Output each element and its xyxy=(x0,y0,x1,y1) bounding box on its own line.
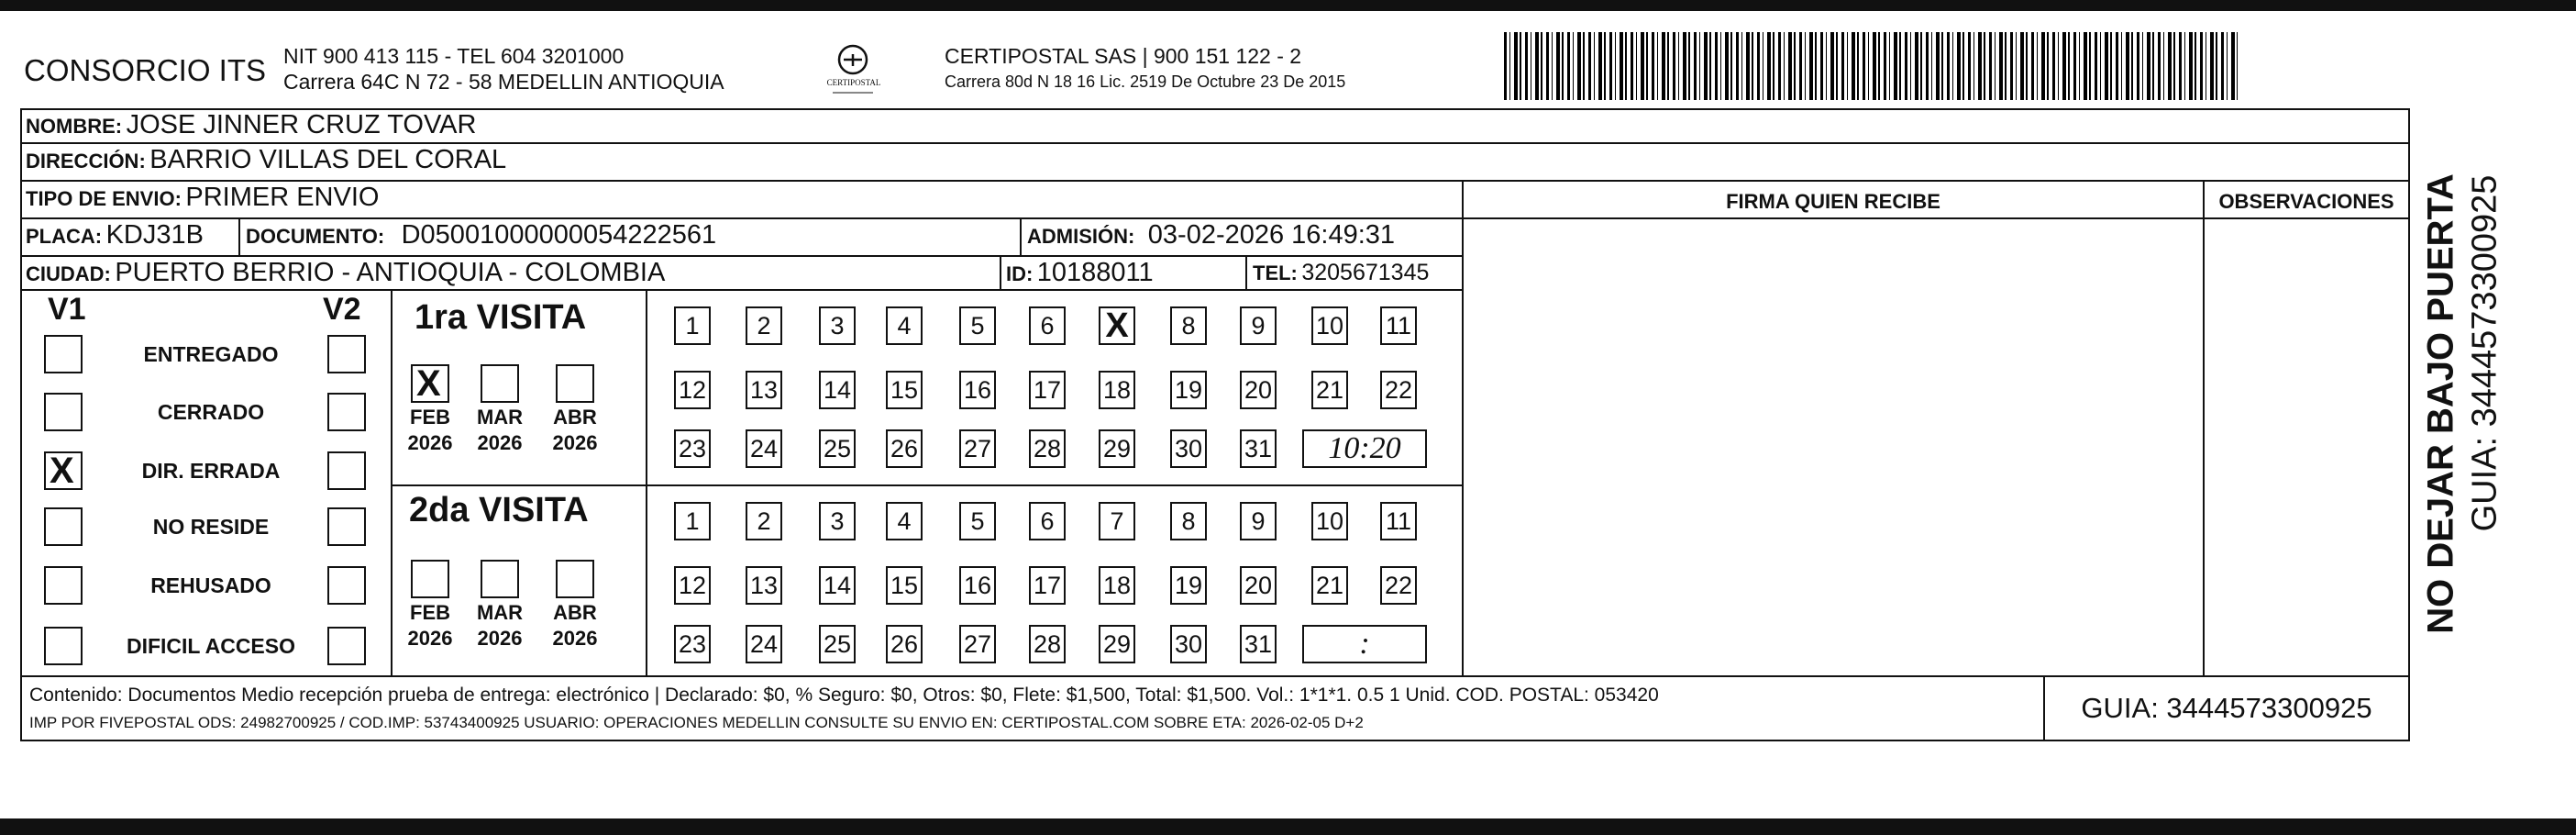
firma-header: FIRMA QUIEN RECIBE xyxy=(1726,190,1940,213)
side-no-dejar: NO DEJAR BAJO PUERTA xyxy=(2420,173,2461,634)
footer-top-line xyxy=(20,675,2410,677)
placa-label: PLACA: xyxy=(26,225,103,248)
tel-value: 3205671345 xyxy=(1301,260,1430,285)
visita1-day-box[interactable]: 26 xyxy=(886,429,923,468)
visita2-day-box[interactable]: 14 xyxy=(819,566,856,605)
visita1-day-box[interactable]: 9 xyxy=(1240,306,1277,345)
visita1-day-box[interactable]: 30 xyxy=(1170,429,1207,468)
visita1-day-box[interactable]: 21 xyxy=(1311,371,1348,409)
id-divider xyxy=(1000,255,1001,289)
nombre-value: JOSE JINNER CRUZ TOVAR xyxy=(126,110,477,139)
id-label: ID: xyxy=(1006,262,1034,285)
visita1-day-box[interactable]: 8 xyxy=(1170,306,1207,345)
visita1-day-box[interactable]: 1 xyxy=(674,306,711,345)
v1-checkbox[interactable] xyxy=(44,627,83,665)
observaciones-header: OBSERVACIONES xyxy=(2218,190,2394,213)
direccion-label: DIRECCIÓN: xyxy=(26,150,146,173)
visita2-day-box[interactable]: 27 xyxy=(959,625,996,663)
documento-row xyxy=(246,220,716,250)
visita2-time-box[interactable]: : xyxy=(1302,625,1427,663)
visita1-day-box[interactable]: 27 xyxy=(959,429,996,468)
v2-checkbox[interactable] xyxy=(327,393,366,431)
company-name: CONSORCIO ITS xyxy=(24,53,267,87)
visita1-day-box[interactable]: 22 xyxy=(1380,371,1417,409)
visita1-day-box[interactable]: 12 xyxy=(674,371,711,409)
visita1-day-box[interactable]: 28 xyxy=(1029,429,1066,468)
visita1-day-box[interactable]: 20 xyxy=(1240,371,1277,409)
visita2-day-box[interactable]: 18 xyxy=(1099,566,1135,605)
visita2-day-box[interactable]: 31 xyxy=(1240,625,1277,663)
v1-checkbox[interactable] xyxy=(44,393,83,431)
check-mark: X xyxy=(50,451,74,491)
row4-line xyxy=(20,217,2410,219)
visita2-month-checkbox[interactable] xyxy=(556,560,594,598)
status-label: CERRADO xyxy=(157,400,265,424)
certipostal-license: Carrera 80d N 18 16 Lic. 2519 De Octubre 23 De 2015 xyxy=(945,72,1346,91)
form-left-line xyxy=(20,108,22,675)
direccion-value: BARRIO VILLAS DEL CORAL xyxy=(149,145,507,174)
barcode xyxy=(1504,32,2238,100)
visita2-day-box[interactable]: 21 xyxy=(1311,566,1348,605)
side-guia: GUIA: 3444573300925 xyxy=(2465,174,2504,532)
visita1-time-box[interactable]: 10:20 xyxy=(1302,429,1427,468)
company-nit: NIT 900 413 115 - TEL 604 3201000 xyxy=(283,44,625,68)
v1-label: V1 xyxy=(48,292,86,327)
visita1-day-box[interactable]: 31 xyxy=(1240,429,1277,468)
direccion-row xyxy=(26,145,506,175)
visita2-day-box[interactable]: 17 xyxy=(1029,566,1066,605)
visita1-day-box[interactable]: 15 xyxy=(886,371,923,409)
v1-checkbox[interactable] xyxy=(44,335,83,373)
footer-guia: GUIA: 3444573300925 xyxy=(2081,692,2372,724)
visita1-month-label: MAR xyxy=(476,406,524,429)
visita2-month-label: FEB xyxy=(410,601,450,624)
row3-line xyxy=(20,180,2410,182)
visita1-month-year: 2026 xyxy=(407,431,453,454)
v2-checkbox[interactable] xyxy=(327,566,366,605)
placa-divider xyxy=(238,217,240,255)
visita1-day-box[interactable]: X xyxy=(1099,306,1135,345)
visita1-month-checkbox[interactable] xyxy=(556,364,594,403)
visita2-day-box[interactable]: 6 xyxy=(1029,502,1066,540)
visita2-month-year: 2026 xyxy=(477,627,523,650)
visita1-title: 1ra VISITA xyxy=(415,298,587,337)
visita2-day-box[interactable]: 19 xyxy=(1170,566,1207,605)
visit-divider xyxy=(646,289,647,675)
observaciones-divider xyxy=(2203,180,2205,675)
visita1-month-checkbox[interactable] xyxy=(481,364,519,403)
top-border xyxy=(0,0,2576,11)
visita2-day-box[interactable]: 12 xyxy=(674,566,711,605)
visita2-day-box[interactable]: 28 xyxy=(1029,625,1066,663)
documento-label: DOCUMENTO: xyxy=(246,225,385,248)
visita2-day-box[interactable]: 22 xyxy=(1380,566,1417,605)
visita2-month-checkbox[interactable] xyxy=(481,560,519,598)
nombre-label: NOMBRE: xyxy=(26,115,123,138)
check-mark: X xyxy=(416,363,441,404)
visita2-day-box[interactable]: 29 xyxy=(1099,625,1135,663)
visita1-day-box[interactable]: 10 xyxy=(1311,306,1348,345)
visita1-day-box[interactable]: 18 xyxy=(1099,371,1135,409)
visita1-day-box[interactable]: 4 xyxy=(886,306,923,345)
v2-checkbox[interactable] xyxy=(327,335,366,373)
ciudad-row xyxy=(26,258,665,288)
visita1-day-box[interactable]: 25 xyxy=(819,429,856,468)
status-label: DIFICIL ACCESO xyxy=(126,634,295,658)
visita2-day-box[interactable]: 30 xyxy=(1170,625,1207,663)
visita2-month-label: MAR xyxy=(476,601,524,624)
visita2-day-box[interactable]: 26 xyxy=(886,625,923,663)
visita2-day-box[interactable]: 3 xyxy=(819,502,856,540)
visita1-day-box[interactable]: 13 xyxy=(746,371,782,409)
visita2-title: 2da VISITA xyxy=(409,491,589,529)
tipo-value: PRIMER ENVIO xyxy=(185,183,380,212)
visita1-month-label: FEB xyxy=(410,406,450,429)
certipostal-logo-icon xyxy=(816,41,890,101)
firma-divider xyxy=(1462,180,1464,675)
visita2-day-box[interactable]: 7 xyxy=(1099,502,1135,540)
v1-checkbox[interactable] xyxy=(44,451,83,490)
visit-separator xyxy=(391,484,1464,486)
placa-row xyxy=(26,220,204,250)
footer-left-line xyxy=(20,675,22,741)
visita2-day-box[interactable]: 8 xyxy=(1170,502,1207,540)
visita1-month-label: ABR xyxy=(553,406,597,429)
v1-checkbox[interactable] xyxy=(44,507,83,546)
tel-divider xyxy=(1245,255,1247,289)
form-right-line xyxy=(2408,108,2410,741)
visita2-day-box[interactable]: 25 xyxy=(819,625,856,663)
visita2-day-box[interactable]: 4 xyxy=(886,502,923,540)
certipostal-info: CERTIPOSTAL SAS | 900 151 122 - 2 xyxy=(945,44,1302,68)
id-value: 10188011 xyxy=(1036,258,1154,287)
admision-row xyxy=(1027,220,1395,250)
row2-line xyxy=(20,142,2410,144)
visita2-month-label: ABR xyxy=(553,601,597,624)
company-address: Carrera 64C N 72 - 58 MEDELLIN ANTIOQUIA xyxy=(283,70,724,94)
visita2-day-box[interactable]: 11 xyxy=(1380,502,1417,540)
certipostal-logo xyxy=(816,41,890,101)
visita2-day-box[interactable]: 20 xyxy=(1240,566,1277,605)
visita1-day-box[interactable]: 24 xyxy=(746,429,782,468)
tel-label: TEL: xyxy=(1253,262,1298,284)
visita1-day-box[interactable]: 6 xyxy=(1029,306,1066,345)
status-label: ENTREGADO xyxy=(143,342,279,366)
visita2-day-box[interactable]: 10 xyxy=(1311,502,1348,540)
visita1-month-year: 2026 xyxy=(477,431,523,454)
visita2-day-box[interactable]: 5 xyxy=(959,502,996,540)
visita1-day-box[interactable]: 19 xyxy=(1170,371,1207,409)
v2-checkbox[interactable] xyxy=(327,451,366,490)
visita1-day-box[interactable]: 11 xyxy=(1380,306,1417,345)
visita1-month-year: 2026 xyxy=(552,431,598,454)
visita2-day-box[interactable]: 1 xyxy=(674,502,711,540)
v1-checkbox[interactable] xyxy=(44,566,83,605)
footer-imp: IMP POR FIVEPOSTAL ODS: 24982700925 / COD.IMP: 53743400925 USUARIO: OPERACIONES MEDELLIN CONSULTE SU ENVIO EN: CERTIPOSTAL.COM SOBRE ETA: 2026-02-05 D+2 xyxy=(29,714,1364,731)
status-label: DIR. ERRADA xyxy=(141,459,281,483)
visita2-day-box[interactable]: 13 xyxy=(746,566,782,605)
admision-divider xyxy=(1020,217,1022,255)
visita2-month-checkbox[interactable] xyxy=(411,560,449,598)
footer-contenido: Contenido: Documentos Medio recepción prueba de entrega: electrónico | Declarado: $0, % Seguro: $0, Otros: $0, Flete: $1,500, Total: $1,500. Vol.: 1*1*1. 0.5 1 Unid. COD. POSTAL: 053420 xyxy=(29,685,1659,706)
visita2-month-year: 2026 xyxy=(407,627,453,650)
visita2-day-box[interactable]: 24 xyxy=(746,625,782,663)
v2-label: V2 xyxy=(323,292,361,327)
visita1-month-checkbox[interactable] xyxy=(411,364,449,403)
visita1-day-box[interactable]: 16 xyxy=(959,371,996,409)
v2-checkbox[interactable] xyxy=(327,507,366,546)
logo-caption: CERTIPOSTAL xyxy=(826,78,881,87)
visita2-day-box[interactable]: 15 xyxy=(886,566,923,605)
visita1-day-box[interactable]: 14 xyxy=(819,371,856,409)
visita1-day-box[interactable]: 23 xyxy=(674,429,711,468)
visita1-day-box[interactable]: 3 xyxy=(819,306,856,345)
documento-value: D05001000000054222561 xyxy=(401,220,717,250)
placa-value: KDJ31B xyxy=(105,220,204,250)
visita1-day-box[interactable]: 5 xyxy=(959,306,996,345)
ciudad-label: CIUDAD: xyxy=(26,262,111,285)
footer-bottom-line xyxy=(20,740,2410,741)
visita2-day-box[interactable]: 16 xyxy=(959,566,996,605)
status-label: NO RESIDE xyxy=(152,515,270,539)
visita2-day-box[interactable]: 2 xyxy=(746,502,782,540)
tipo-label: TIPO DE ENVIO: xyxy=(26,187,182,210)
visita1-day-box[interactable]: 29 xyxy=(1099,429,1135,468)
visita1-day-box[interactable]: 17 xyxy=(1029,371,1066,409)
admision-value: 03-02-2026 16:49:31 xyxy=(1147,220,1396,250)
visita2-day-box[interactable]: 23 xyxy=(674,625,711,663)
row6-line xyxy=(20,289,1464,291)
admision-label: ADMISIÓN: xyxy=(1027,225,1135,248)
bottom-border xyxy=(0,818,2576,835)
id-row xyxy=(1006,258,1154,288)
visita2-month-year: 2026 xyxy=(552,627,598,650)
nombre-row xyxy=(26,110,476,140)
tipo-row xyxy=(26,183,379,213)
status-divider xyxy=(391,289,392,675)
visita1-day-box[interactable]: 2 xyxy=(746,306,782,345)
tel-row xyxy=(1253,260,1429,286)
ciudad-value: PUERTO BERRIO - ANTIOQUIA - COLOMBIA xyxy=(115,258,666,287)
visita2-day-box[interactable]: 9 xyxy=(1240,502,1277,540)
v2-checkbox[interactable] xyxy=(327,627,366,665)
status-label: REHUSADO xyxy=(150,573,271,597)
